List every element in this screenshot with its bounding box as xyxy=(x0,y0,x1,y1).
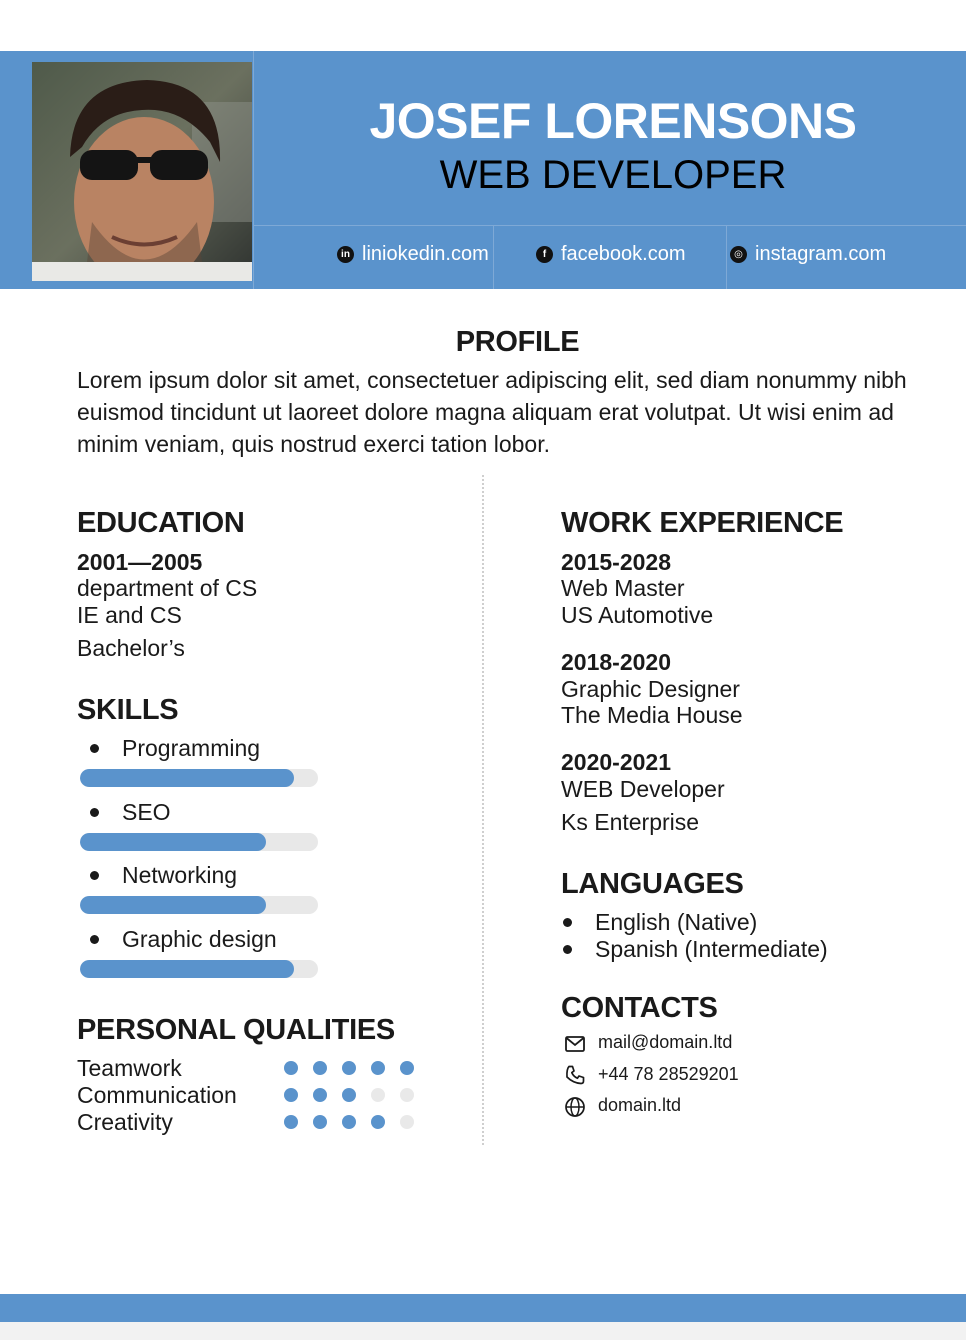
rating-dot-filled xyxy=(284,1115,298,1129)
instagram-icon: ◎ xyxy=(730,246,747,263)
work-company: The Media House xyxy=(561,702,743,728)
skill-label: Networking xyxy=(122,862,238,888)
education-school: IE and CS xyxy=(77,602,182,628)
linkedin-icon: in xyxy=(337,246,354,263)
profile-title: PROFILE xyxy=(455,326,580,358)
skill-bar xyxy=(80,960,318,978)
bullet-icon xyxy=(563,945,572,954)
rating-dot-empty xyxy=(400,1115,414,1129)
social-label: instagram.com xyxy=(755,242,887,265)
phone-icon xyxy=(564,1064,586,1086)
education-degree: Bachelor’s xyxy=(77,635,185,661)
rating-dot-filled xyxy=(342,1088,356,1102)
bullet-icon xyxy=(90,808,99,817)
languages-title: LANGUAGES xyxy=(561,868,744,900)
skill-label: SEO xyxy=(122,799,171,825)
quality-label: Creativity xyxy=(77,1109,173,1135)
globe-icon xyxy=(564,1096,586,1118)
contact-website[interactable]: domain.ltd xyxy=(598,1095,682,1115)
header-divider xyxy=(253,51,254,289)
work-years: 2018-2020 xyxy=(561,649,671,675)
social-linkedin-link[interactable] xyxy=(337,239,489,269)
skill-bar xyxy=(80,833,318,851)
rating-dot-filled xyxy=(313,1061,327,1075)
work-years: 2015-2028 xyxy=(561,549,671,575)
language-item: Spanish (Intermediate) xyxy=(595,936,828,962)
work-company: Ks Enterprise xyxy=(561,809,700,835)
work-company: US Automotive xyxy=(561,602,714,628)
quality-rating xyxy=(284,1115,414,1129)
work-position: Graphic Designer xyxy=(561,676,740,702)
header-band xyxy=(0,51,966,289)
skill-bar-fill xyxy=(80,833,266,851)
bullet-icon xyxy=(90,871,99,880)
profile-text: Lorem ipsum dolor sit amet, consectetuer adipiscing elit, sed diam nonummy nibh euismod tincidunt ut laoreet dolore magna aliquam erat volutpat. Ut wisi enim ad minim veniam, quis nostrud exerci tation lobor. xyxy=(77,367,907,457)
profile-photo xyxy=(32,62,252,281)
contact-email[interactable]: mail@domain.ltd xyxy=(598,1032,733,1052)
rating-dot-filled xyxy=(371,1115,385,1129)
skill-bar-fill xyxy=(80,960,294,978)
work-title: WORK EXPERIENCE xyxy=(561,507,844,539)
bullet-icon xyxy=(90,935,99,944)
work-position: Web Master xyxy=(561,575,685,601)
social-facebook-link[interactable] xyxy=(536,239,686,269)
rating-dot-filled xyxy=(313,1115,327,1129)
quality-rating xyxy=(284,1061,414,1075)
social-label: liniokedin.com xyxy=(362,242,489,265)
bullet-icon xyxy=(563,918,572,927)
skill-label: Programming xyxy=(122,735,261,761)
quality-label: Communication xyxy=(77,1082,237,1108)
language-item: English (Native) xyxy=(595,909,758,935)
skills-title: SKILLS xyxy=(77,694,179,726)
skill-label: Graphic design xyxy=(122,926,277,952)
candidate-role: WEB DEVELOPER xyxy=(439,153,787,197)
skill-bar xyxy=(80,896,318,914)
rating-dot-filled xyxy=(342,1061,356,1075)
qualities-title: PERSONAL QUALITIES xyxy=(77,1014,395,1046)
quality-label: Teamwork xyxy=(77,1055,182,1081)
work-position: WEB Developer xyxy=(561,776,725,802)
rating-dot-filled xyxy=(284,1088,298,1102)
contact-phone[interactable]: +44 78 28529201 xyxy=(598,1064,739,1084)
social-instagram-link[interactable] xyxy=(730,239,886,269)
bullet-icon xyxy=(90,744,99,753)
contacts-title: CONTACTS xyxy=(561,992,718,1024)
education-title: EDUCATION xyxy=(77,507,245,539)
education-years: 2001—2005 xyxy=(77,549,203,575)
social-divider xyxy=(493,226,494,289)
work-years: 2020-2021 xyxy=(561,749,671,775)
rating-dot-filled xyxy=(342,1115,356,1129)
social-label: facebook.com xyxy=(561,242,686,265)
mail-icon xyxy=(564,1033,586,1055)
rating-dot-filled xyxy=(400,1061,414,1075)
rating-dot-empty xyxy=(371,1088,385,1102)
rating-dot-filled xyxy=(313,1088,327,1102)
rating-dot-empty xyxy=(400,1088,414,1102)
rating-dot-filled xyxy=(371,1061,385,1075)
skill-bar-fill xyxy=(80,896,266,914)
column-divider xyxy=(482,475,484,1145)
skill-bar-fill xyxy=(80,769,294,787)
header-divider xyxy=(254,225,966,226)
quality-rating xyxy=(284,1088,414,1102)
candidate-name: JOSEF LORENSONS xyxy=(369,93,857,149)
skill-bar xyxy=(80,769,318,787)
footer-band xyxy=(0,1294,966,1322)
rating-dot-filled xyxy=(284,1061,298,1075)
facebook-icon: f xyxy=(536,246,553,263)
education-department: department of CS xyxy=(77,575,258,601)
social-divider xyxy=(726,226,727,289)
